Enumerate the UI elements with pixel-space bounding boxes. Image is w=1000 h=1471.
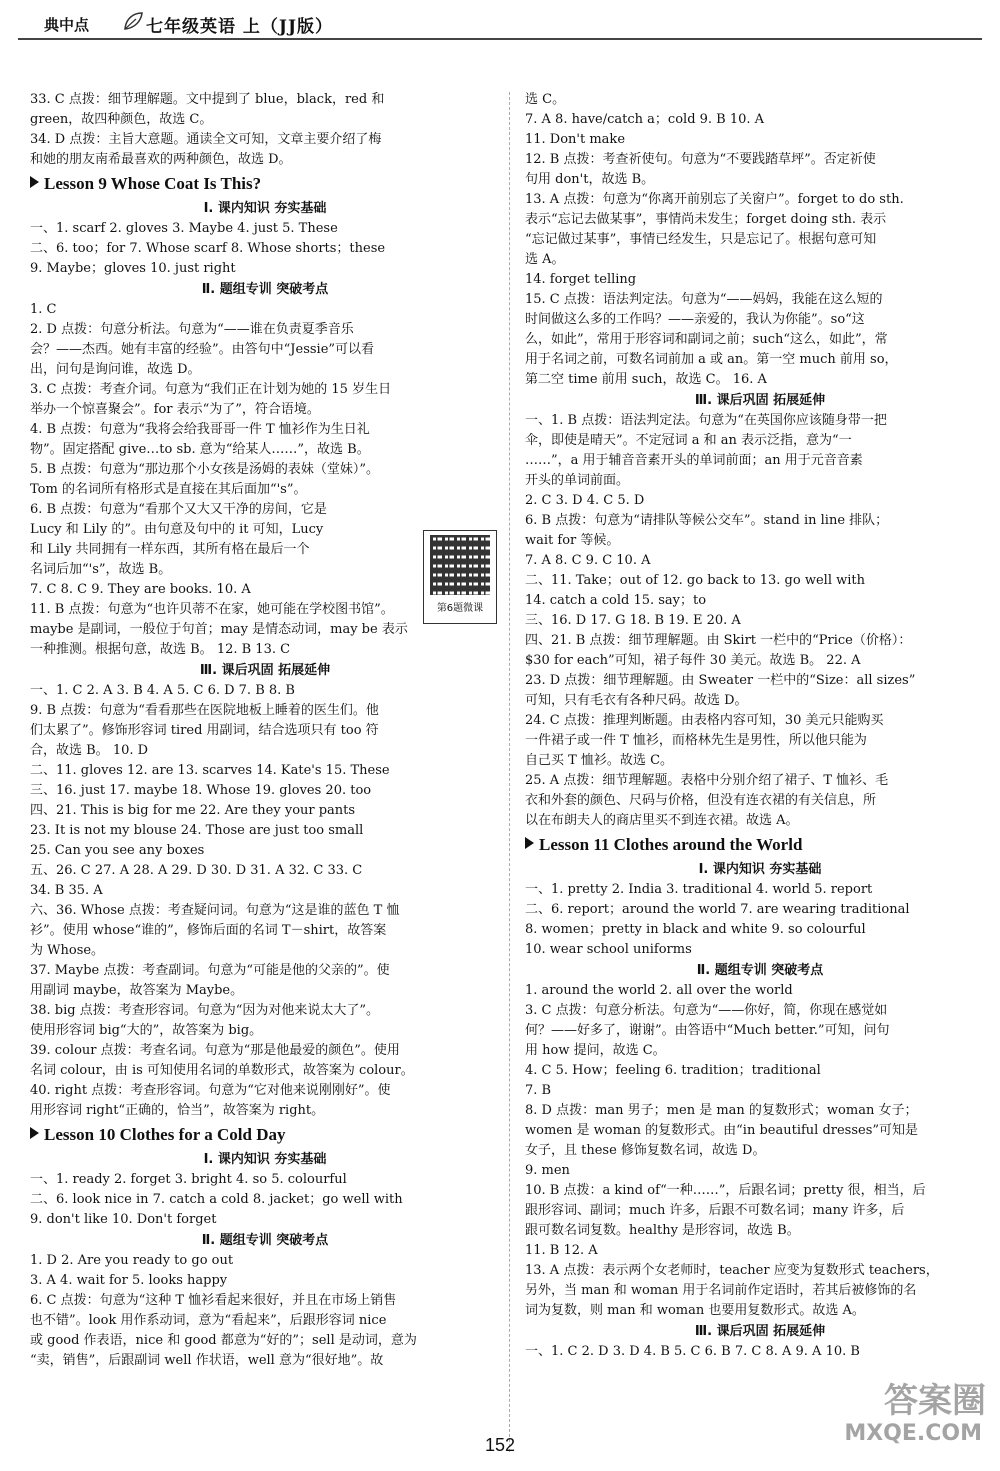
site-watermark xyxy=(810,1373,990,1463)
answer-line: 么，如此”，常用于形容词和副词之前；such“这么，如此”，常 xyxy=(525,332,888,347)
page-number: 152 xyxy=(484,1435,516,1455)
section-heading: Ⅲ. 课后巩固 拓展延伸 xyxy=(199,663,331,678)
answer-line: 2. C 3. D 4. C 5. D xyxy=(525,493,645,508)
answer-line: 33. C 点拨：细节理解题。文中提到了 blue，black，red 和 xyxy=(30,92,385,107)
answer-line: Tom 的名词所有格形式是直接在其后面加“'s”。 xyxy=(30,482,307,497)
answer-line: 二、11. Take；out of 12. go back to 13. go well with xyxy=(525,573,865,588)
answer-line: 何？——好多了，谢谢”。由答语中“Much better.”可知，问句 xyxy=(525,1023,890,1038)
answer-line: 二、11. gloves 12. are 13. scarves 14. Kate's 15. These xyxy=(30,763,390,778)
lesson-title: Lesson 10 Clothes for a Cold Day xyxy=(44,1125,286,1144)
answer-line: 句用 don't，故选 B。 xyxy=(525,172,655,187)
answer-line: 和 Lily 共同拥有一样东西，其所有格在最后一个 xyxy=(30,542,310,557)
answer-line: 选 C。 xyxy=(525,92,566,107)
answer-line: 可知，只有毛衣有各种尺码。故选 D。 xyxy=(525,693,748,708)
watermark-url: MXQE.COM xyxy=(844,1421,982,1446)
answer-line: “卖，销售”，后跟副词 well 作状语，well 意为“很好地”。故 xyxy=(30,1353,384,1368)
answer-line: 另外，当 man 和 woman 用于名词前作定语时，若其后被修饰的名 xyxy=(525,1283,917,1298)
answer-line: 自己买 T 恤衫。故选 C。 xyxy=(525,753,674,768)
right-column xyxy=(525,90,995,1362)
answer-line: 8. women；pretty in black and white 9. so colourful xyxy=(525,922,866,937)
answer-line: 24. C 点拨：推理判断题。由表格内容可知，30 美元只能购买 xyxy=(525,713,884,728)
answer-line: 合，故选 B。 10. D xyxy=(30,743,149,758)
answer-line: 9. don't like 10. Don't forget xyxy=(30,1212,217,1227)
answer-line: 六、36. Whose 点拨：考查疑问词。句意为“这是谁的蓝色 T 恤 xyxy=(30,903,400,918)
answer-line: 34. B 35. A xyxy=(30,883,103,898)
answer-line: 23. It is not my blouse 24. Those are just too small xyxy=(30,823,364,838)
answer-line: wait for 等候。 xyxy=(525,533,620,548)
answer-line: 13. A 点拨：表示两个女老师时，teacher 应变为复数形式 teachers， xyxy=(525,1263,939,1278)
answer-line: 7. C 8. C 9. They are books. 10. A xyxy=(30,582,251,597)
header-rule xyxy=(18,38,982,40)
answer-line: 二、6. look nice in 7. catch a cold 8. jacket；go well with xyxy=(30,1192,403,1207)
answer-line: 6. B 点拨：句意为“看那个又大又干净的房间，它是 xyxy=(30,502,327,517)
answer-line: 11. Don't make xyxy=(525,132,626,147)
answer-line: 10. B 点拨：a kind of“一种……”，后跟名词；pretty 很，相当，后 xyxy=(525,1183,926,1198)
answer-line: ……”，a 用于辅音音素开头的单词前面；an 用于元音音素 xyxy=(525,453,863,468)
answer-line: 衣和外套的颜色、尺码与价格，但没有连衣裙的有关信息，所 xyxy=(525,793,877,808)
answer-line: 表示“忘记去做某事”，事情尚未发生；forget doing sth. 表示 xyxy=(525,212,887,227)
answer-line: 为 Whose。 xyxy=(30,943,105,958)
section-heading: Ⅱ. 题组专训 突破考点 xyxy=(696,963,824,978)
watermark-logo: 答案圈 xyxy=(884,1381,986,1421)
answer-line: 词为复数，则 man 和 woman 也要用复数形式。故选 A。 xyxy=(525,1303,865,1318)
answer-line: 9. Maybe；gloves 10. just right xyxy=(30,261,236,276)
answer-line: 23. D 点拨：细节理解题。由 Sweater 一栏中的“Size：all sizes” xyxy=(525,673,916,688)
answer-line: 37. Maybe 点拨：考查副词。句意为“可能是他的父亲的”。使 xyxy=(30,963,390,978)
answer-line: 也不错”。look 用作系动词，意为“看起来”，后跟形容词 nice xyxy=(30,1313,387,1328)
answer-line: 11. B 12. A xyxy=(525,1243,598,1258)
answer-line: 们太累了”。修饰形容词 tired 用副词，结合选项只有 too 符 xyxy=(30,723,379,738)
answer-line: 一、1. scarf 2. gloves 3. Maybe 4. just 5. These xyxy=(30,221,338,236)
answer-line: 举办一个惊喜聚会”。for 表示“为了”，符合语境。 xyxy=(30,402,320,417)
answer-line: 四、21. B 点拨：细节理解题。由 Skirt 一栏中的“Price（价格）： xyxy=(525,633,912,648)
answer-line: 1. C xyxy=(30,302,57,317)
column-divider xyxy=(509,92,510,1452)
answer-line: 9. men xyxy=(525,1163,570,1178)
answer-line: 衫”。使用 whose“谁的”，修饰后面的名词 T－shirt，故答案 xyxy=(30,923,387,938)
answer-line: 出，问句是询问谁，故选 D。 xyxy=(30,362,201,377)
section-heading: Ⅲ. 课后巩固 拓展延伸 xyxy=(694,1324,826,1339)
answer-line: 三、16. just 17. maybe 18. Whose 19. gloves 20. too xyxy=(30,783,372,798)
lesson-title: Lesson 9 Whose Coat Is This? xyxy=(44,174,262,193)
leaf-icon xyxy=(122,10,144,32)
answer-line: 7. A 8. C 9. C 10. A xyxy=(525,553,651,568)
answer-line: 39. colour 点拨：考查名词。句意为“那是他最爱的颜色”。使用 xyxy=(30,1043,400,1058)
section-heading: Ⅱ. 题组专训 突破考点 xyxy=(201,1233,329,1248)
answer-line: women 是 woman 的复数形式。由“in beautiful dresses”可知是 xyxy=(525,1123,919,1138)
answer-line: 开头的单词前面。 xyxy=(525,473,630,488)
answer-line: 二、6. report；around the world 7. are wearing traditional xyxy=(525,902,910,917)
answer-line: 6. C 点拨：句意为“这种 T 恤衫看起来很好，并且在市场上销售 xyxy=(30,1293,397,1308)
triangle-bullet-icon xyxy=(30,176,39,188)
section-heading: Ⅱ. 题组专训 突破考点 xyxy=(201,282,329,297)
answer-line: 9. B 点拨：句意为“看看那些在医院地板上睡着的医生们。他 xyxy=(30,703,379,718)
answer-line: 14. catch a cold 15. say；to xyxy=(525,593,707,608)
answer-line: 13. A 点拨：句意为“你离开前别忘了关窗户”。forget to do sth. xyxy=(525,192,904,207)
answer-line: 4. C 5. How；feeling 6. tradition；traditional xyxy=(525,1063,821,1078)
qr-pattern xyxy=(430,535,490,595)
answer-line: 一、1. B 点拨：语法判定法。句意为“在英国你应该随身带一把 xyxy=(525,413,887,428)
answer-line: 用 how 提问，故选 C。 xyxy=(525,1043,666,1058)
answer-line: 40. right 点拨：考查形容词。句意为“它对他来说刚刚好”。使 xyxy=(30,1083,391,1098)
answer-line: maybe 是副词，一般位于句首；may 是情态动词，may be 表示 xyxy=(30,622,408,637)
qr-label: 第6题微课 xyxy=(436,603,484,614)
answer-line: 3. C 点拨：考查介词。句意为“我们正在计划为她的 15 岁生日 xyxy=(30,382,392,397)
answer-line: 用副词 maybe，故答案为 Maybe。 xyxy=(30,983,244,998)
answer-line: 物”。固定搭配 give…to sb. 意为“给某人……”，故选 B。 xyxy=(30,442,370,457)
answer-line: 名词 colour，由 is 可知使用名词的单数形式，故答案为 colour。 xyxy=(30,1063,414,1078)
answer-line: 跟形容词、副词；much 许多，后跟不可数名词；many 许多，后 xyxy=(525,1203,905,1218)
answer-line: 选 A。 xyxy=(525,252,565,267)
answer-line: 14. forget telling xyxy=(525,272,637,287)
triangle-bullet-icon xyxy=(525,837,534,849)
answer-line: 会？——杰西。她有丰富的经验”。由答句中“Jessie”可以看 xyxy=(30,342,375,357)
answer-line: 4. B 点拨：句意为“我将会给我哥哥一件 T 恤衫作为生日礼 xyxy=(30,422,370,437)
answer-line: 五、26. C 27. A 28. A 29. D 30. D 31. A 32. C 33. C xyxy=(30,863,363,878)
answer-line: 三、16. D 17. G 18. B 19. E 20. A xyxy=(525,613,741,628)
answer-line: 3. C 点拨：句意分析法。句意为“——你好，简，你现在感觉如 xyxy=(525,1003,888,1018)
answer-line: 四、21. This is big for me 22. Are they your pants xyxy=(30,803,356,818)
answer-line: 7. B xyxy=(525,1083,552,1098)
lesson-heading xyxy=(525,832,995,858)
answer-line: 一种推测。根据句意，故选 B。 12. B 13. C xyxy=(30,642,291,657)
answer-line: 以在布朗夫人的商店里买不到连衣裙。故选 A。 xyxy=(525,813,799,828)
lesson-heading xyxy=(30,171,500,197)
answer-line: 3. A 4. wait for 5. looks happy xyxy=(30,1273,228,1288)
qr-code[interactable] xyxy=(423,530,497,624)
answer-line: 用于名词之前，可数名词前加 a 或 an。第一空 much 前用 so， xyxy=(525,352,898,367)
answer-line: 15. C 点拨：语法判定法。句意为“——妈妈，我能在这么短的 xyxy=(525,292,883,307)
answer-line: Lucy 和 Lily 的”。由句意及句中的 it 可知，Lucy xyxy=(30,522,324,537)
answer-line: 7. A 8. have/catch a；cold 9. B 10. A xyxy=(525,112,765,127)
left-column xyxy=(30,90,500,1371)
answer-line: 伞，即使是晴天”。不定冠词 a 和 an 表示泛指，意为“一 xyxy=(525,433,852,448)
answer-line: green，故四种颜色，故选 C。 xyxy=(30,112,213,127)
page-header xyxy=(18,6,982,56)
answer-line: 和她的朋友南希最喜欢的两种颜色，故选 D。 xyxy=(30,152,292,167)
answer-line: 8. D 点拨：man 男子；men 是 man 的复数形式；woman 女子； xyxy=(525,1103,918,1118)
answer-line: 二、6. too；for 7. Whose scarf 8. Whose shorts；these xyxy=(30,241,386,256)
answer-line: 或 good 作表语，nice 和 good 都意为“好的”；sell 是动词，意为 xyxy=(30,1333,417,1348)
answer-line: 名词后加“'s”，故选 B。 xyxy=(30,562,172,577)
lesson-title: Lesson 11 Clothes around the World xyxy=(539,835,803,854)
lesson-heading xyxy=(30,1122,500,1148)
answer-line: 1. around the world 2. all over the world xyxy=(525,983,793,998)
answer-line: 用形容词 right“正确的，恰当”，故答案为 right。 xyxy=(30,1103,325,1118)
answer-line: “忘记做过某事”，事情已经发生，只是忘记了。根据句意可知 xyxy=(525,232,877,247)
answer-line: 6. B 点拨：句意为“请排队等候公交车”。stand in line 排队； xyxy=(525,513,889,528)
answer-line: 一、1. pretty 2. India 3. traditional 4. world 5. report xyxy=(525,882,873,897)
answer-line: 10. wear school uniforms xyxy=(525,942,692,957)
answer-line: 5. B 点拨：句意为“那边那个小女孩是汤姆的表妹（堂妹）”。 xyxy=(30,462,380,477)
section-heading: Ⅲ. 课后巩固 拓展延伸 xyxy=(694,393,826,408)
answer-line: 一、1. C 2. D 3. D 4. B 5. C 6. B 7. C 8. A 9. A 10. B xyxy=(525,1344,860,1359)
answer-line: 38. big 点拨：考查形容词。句意为“因为对他来说太大了”。 xyxy=(30,1003,380,1018)
series-logo: 典中点 xyxy=(44,16,90,34)
answer-line: $30 for each”可知，裙子每件 30 美元。故选 B。 22. A xyxy=(525,653,861,668)
triangle-bullet-icon xyxy=(30,1127,39,1139)
answer-line: 女子，且 these 修饰复数名词，故选 D。 xyxy=(525,1143,766,1158)
answer-line: 跟可数名词复数。healthy 是形容词，故选 B。 xyxy=(525,1223,800,1238)
answer-line: 第二空 time 前用 such，故选 C。 16. A xyxy=(525,372,767,387)
book-title: 七年级英语 上（JJ版） xyxy=(146,17,334,37)
answer-line: 11. B 点拨：句意为“也许贝蒂不在家，她可能在学校图书馆”。 xyxy=(30,602,394,617)
answer-line: 34. D 点拨：主旨大意题。通读全文可知，文章主要介绍了梅 xyxy=(30,132,382,147)
answer-line: 时间做这么多的工作吗？——亲爱的，我认为你能”。so“这 xyxy=(525,312,865,327)
answer-line: 一、1. C 2. A 3. B 4. A 5. C 6. D 7. B 8. B xyxy=(30,683,295,698)
answer-line: 1. D 2. Are you ready to go out xyxy=(30,1253,234,1268)
answer-line: 25. Can you see any boxes xyxy=(30,843,205,858)
section-heading: Ⅰ. 课内知识 夯实基础 xyxy=(698,862,822,877)
answer-line: 一、1. ready 2. forget 3. bright 4. so 5. colourful xyxy=(30,1172,347,1187)
answer-line: 使用形容词 big“大的”，故答案为 big。 xyxy=(30,1023,263,1038)
section-heading: Ⅰ. 课内知识 夯实基础 xyxy=(203,1152,327,1167)
answer-line: 25. A 点拨：细节理解题。表格中分别介绍了裙子、T 恤衫、毛 xyxy=(525,773,889,788)
answer-line: 12. B 点拨：考查祈使句。句意为“不要践踏草坪”。否定祈使 xyxy=(525,152,876,167)
answer-line: 2. D 点拨：句意分析法。句意为“——谁在负责夏季音乐 xyxy=(30,322,354,337)
answer-line: 一件裙子或一件 T 恤衫，而格林先生是男性，所以他只能为 xyxy=(525,733,867,748)
section-heading: Ⅰ. 课内知识 夯实基础 xyxy=(203,201,327,216)
